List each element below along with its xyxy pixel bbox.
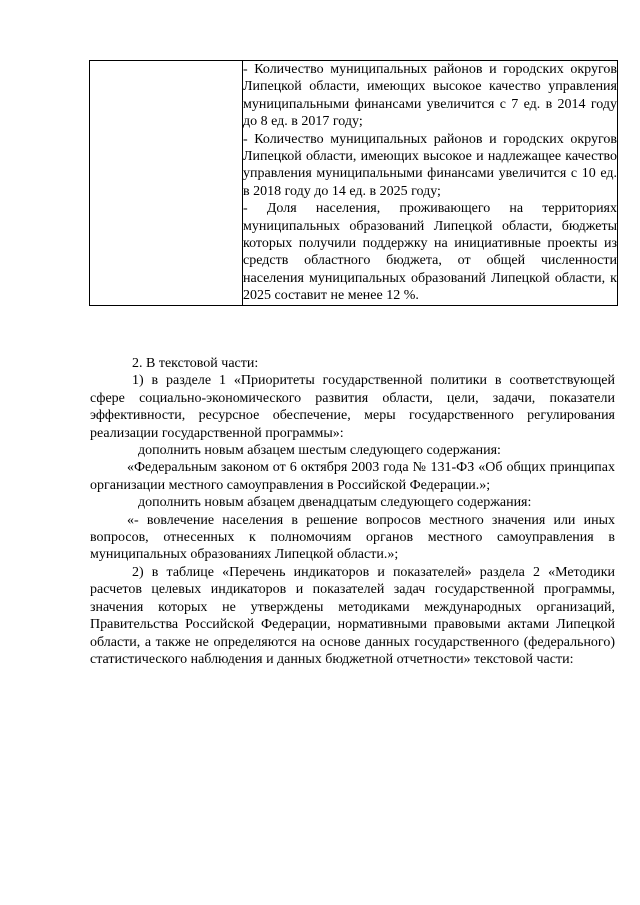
indicator-item: - Количество муниципальных районов и городских округов Липецкой области, имеющих высокое и надлежащее качество управления муниципальными финансами увеличится с 10 ед. в 2018 году до 14 ед. в 2025 году;	[243, 131, 617, 199]
amendment-instruction: дополнить новым абзацем двенадцатым следующего содержания:	[138, 495, 532, 511]
amendment-quote: «- вовлечение населения в решение вопросов местного значения или иных вопросов, отнесенных к полномочиям органов местного самоуправления в муниципальных образованиях Липецкой области.»;	[90, 512, 615, 563]
amendment-quote: «Федеральным законом от 6 октября 2003 года № 131-ФЗ «Об общих принципах организации местного самоуправления в Российской Федерации.»;	[90, 460, 615, 493]
body-text	[90, 355, 615, 668]
table-row	[90, 61, 618, 306]
amendment-paragraph: 1) в разделе 1 «Приоритеты государственной политики в соответствующей сфере социально-экономического развития области, цели, задачи, показатели эффективности, ресурсное обеспечение, меры государственного регулирования реализации государственной программы»:	[90, 373, 615, 441]
table-cell-empty	[90, 61, 243, 306]
indicator-item: - Количество муниципальных районов и городских округов Липецкой области, имеющих высокое качество управления муниципальными финансами увеличится с 7 ед. в 2014 году до 8 ед. в 2017 году;	[243, 62, 617, 130]
amendment-paragraph: 2) в таблице «Перечень индикаторов и показателей» раздела 2 «Методики расчетов целевых индикаторов и показателей задач государственной программы, значения которых не утверждены методиками международных организаций, Правительства Российской Федерации, нормативными правовыми актами Липецкой области, а также не определяются на основе данных государственного (федерального) статистического наблюдения и данных бюджетной отчетности» текстовой части:	[90, 564, 615, 667]
indicators-table	[89, 60, 618, 306]
amendment-instruction: дополнить новым абзацем шестым следующего содержания:	[138, 443, 501, 459]
section-heading: 2. В текстовой части:	[132, 356, 259, 371]
table-cell-indicators	[243, 61, 618, 306]
indicator-item: - Доля населения, проживающего на территориях муниципальных образований Липецкой области, бюджеты которых получили поддержку на инициативные проекты из средств областного бюджета, от общей численности населения муниципальных образований Липецкой области, к 2025 составит не менее 12 %.	[243, 201, 617, 304]
